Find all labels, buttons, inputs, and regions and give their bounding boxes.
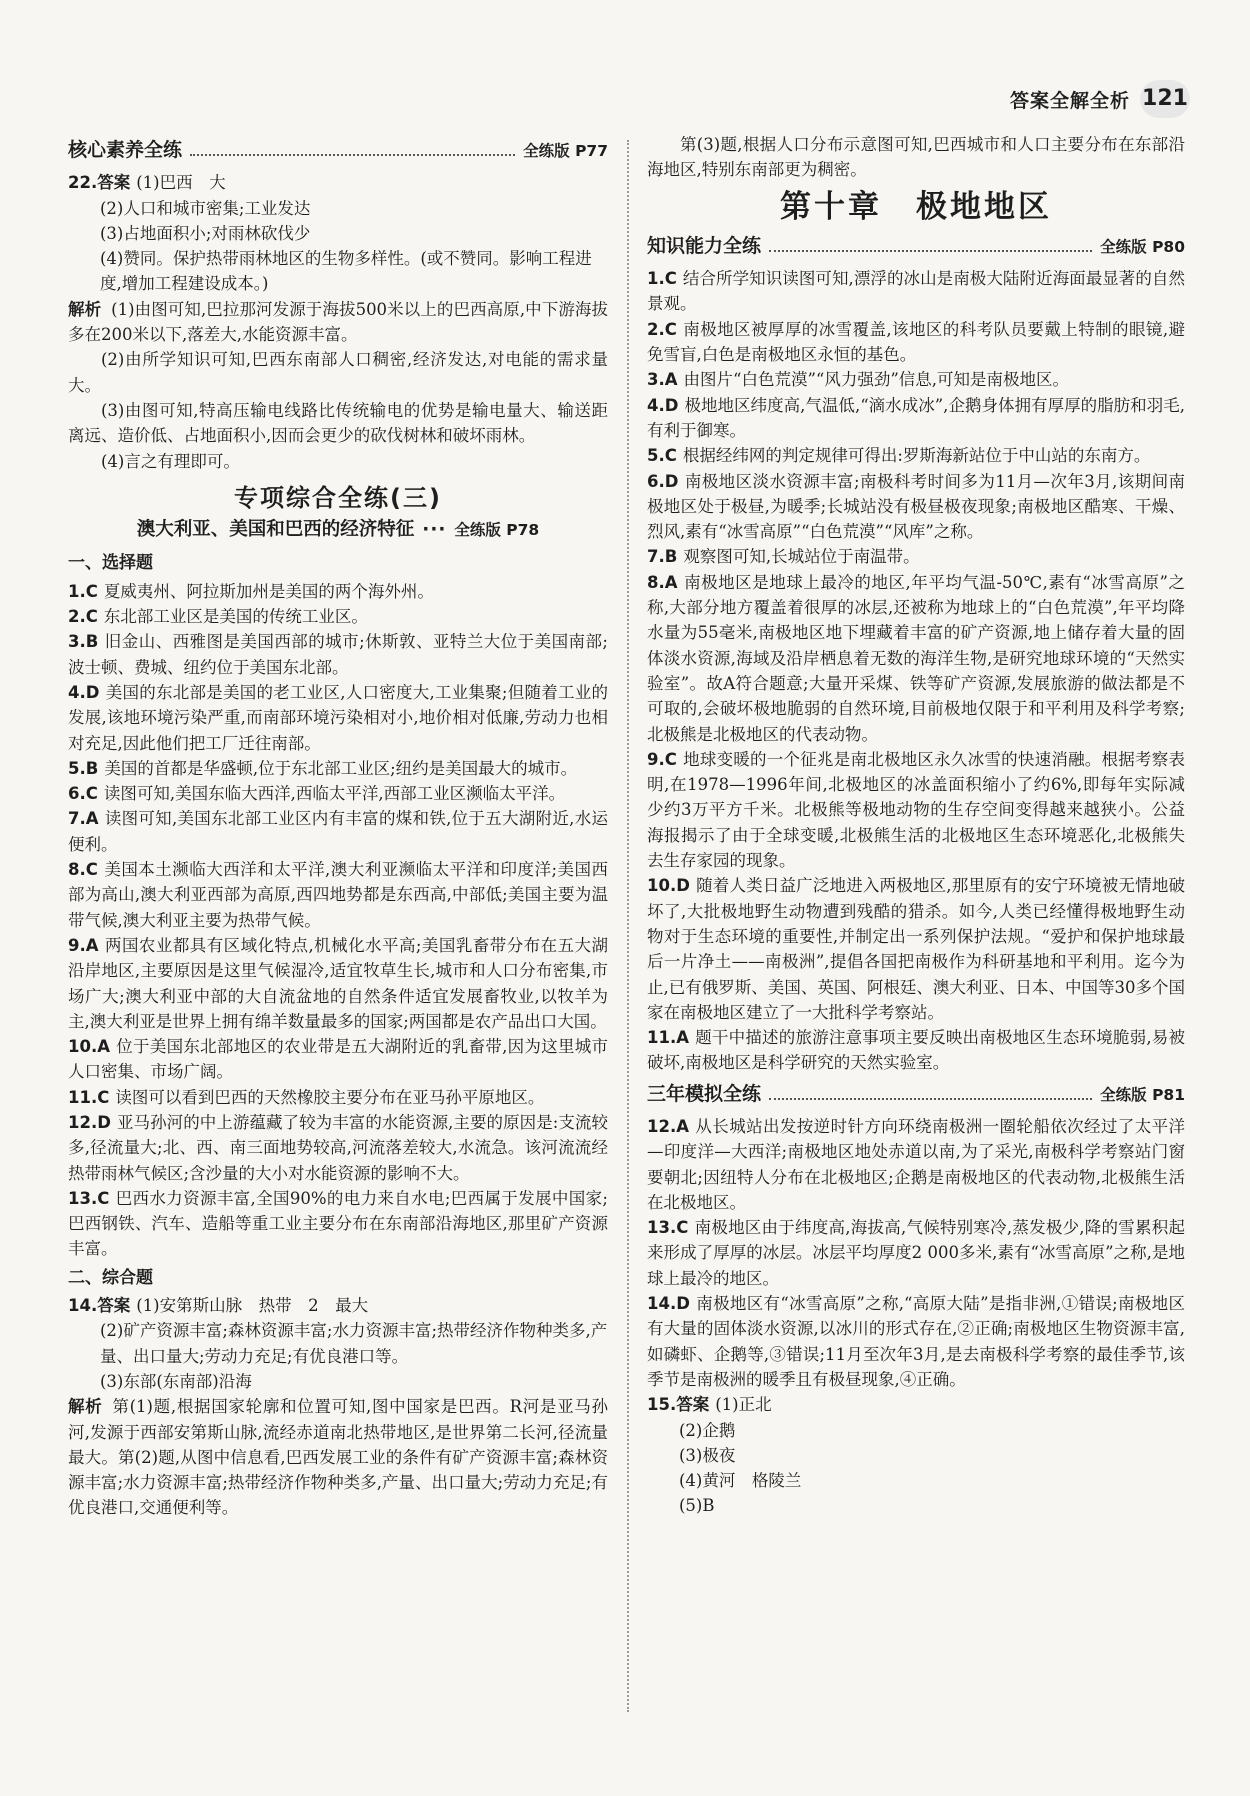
chapter-title: 第十章 极地地区 — [780, 188, 1052, 225]
answer-text: 南极地区有“冰雪高原”之称,“高原大陆”是指非洲,①错误;南极地区有大量的固体淡水资源,以冰川的形式存在,②正确;南极地区生物资源丰富,如磷虾、企鹅等,③错误;11月至次年3月,是去南极科学考察的最佳季节,该季节是南极洲的暖季且有极昼现象,④正确。 — [647, 1294, 1185, 1389]
answer-item — [647, 317, 1185, 368]
section-heading — [647, 1082, 1185, 1108]
answer-text: (1)巴西 大 — [136, 173, 226, 193]
answer-text: 夏威夷州、阿拉斯加州是美国的两个海外州。 — [103, 581, 434, 601]
answer-text: 读图可知,美国东北部工业区内有丰富的煤和铁,位于五大湖附近,水运便利。 — [68, 809, 608, 854]
question-number: 12.D — [68, 1112, 111, 1132]
question-number: 14.D — [647, 1294, 690, 1314]
answer-line: (2)矿产资源丰富;森林资源丰富;水力资源丰富;热带经济作物种类多,产量、出口量大;劳动力充足;有优良港口等。 — [100, 1321, 608, 1366]
answer-text: 美国本土濒临大西洋和太平洋,澳大利亚濒临太平洋和印度洋;美国西部为高山,澳大利亚西部为高原,西四地势都是东西高,中部低;美国主要为温带气候,澳大利亚主要为热带气候。 — [68, 860, 608, 930]
analysis-continuation: 第(3)题,根据人口分布示意图可知,巴西城市和人口主要分布在东部沿海地区,特别东南部更为稠密。 — [647, 135, 1185, 180]
answer-text: 地球变暖的一个征兆是南北极地区永久冰雪的快速消融。根据考察表明,在1978—1996年间,北极地区的冰盖面积缩小了约6%,即每年实际减少约3万平方千米。北极熊等极地动物的生存空间变得越来越狭小。公益海报揭示了由于全球变暖,北极熊生活的北极地区生态环境恶化,北极熊失去生存家园的现象。 — [647, 749, 1185, 871]
answer-item — [647, 469, 1185, 545]
answer-item — [68, 806, 608, 857]
column-divider — [627, 140, 629, 1712]
answer-text: 读图可以看到巴西的天然橡胶主要分布在亚马孙平原地区。 — [115, 1087, 545, 1107]
answer-line: (2)企鹅 — [679, 1420, 736, 1440]
answer-text: 美国的首都是华盛顿,位于东北部工业区;纽约是美国最大的城市。 — [104, 758, 578, 778]
answer-text: 南极地区淡水资源丰富;南极科考时间多为11月—次年3月,该期间南极地区处于极昼,为暖季;长城站没有极昼极夜现象;南极地区酷寒、干燥、烈风,素有“冰雪高原”“白色荒漠”“风库”之称。 — [647, 471, 1185, 542]
question-number: 1.C — [647, 269, 677, 289]
answer-item — [68, 1293, 608, 1318]
question-number: 2.C — [647, 319, 677, 339]
question-number: 6.C — [68, 784, 98, 804]
section-heading — [647, 234, 1185, 260]
answer-text: (1)安第斯山脉 热带 2 最大 — [136, 1296, 369, 1316]
answer-text: 由图片“白色荒漠”“风力强劲”信息,可知是南极地区。 — [683, 370, 1070, 390]
answer-item — [68, 604, 608, 629]
question-number: 2.C — [68, 607, 98, 627]
answer-item — [647, 367, 1185, 392]
answer-text: 旧金山、西雅图是美国西部的城市;休斯敦、亚特兰大位于美国南部;波士顿、费城、纽约位于美国东北部。 — [68, 632, 608, 677]
answer-text: 极地地区纬度高,气温低,“滴水成冰”,企鹅身体拥有厚厚的脂肪和羽毛,有利于御寒。 — [647, 395, 1185, 440]
analysis-paragraph: (2)由所学知识可知,巴西东南部人口稠密,经济发达,对电能的需求量大。 — [68, 350, 608, 395]
section-ref: 全练版 P80 — [1100, 237, 1185, 256]
question-number: 4.D — [647, 395, 679, 415]
analysis-tag: 解析 — [68, 1397, 103, 1417]
header-title: 答案全解全析 — [1009, 89, 1130, 112]
answer-item — [647, 570, 1185, 747]
answer-text: 美国的东北部是美国的老工业区,人口密度大,工业集聚;但随着工业的发展,该地环境污染严重,而南部环境污染相对小,地价相对低廉,劳动力也相对充足,因此他们把工厂迁往南部。 — [68, 682, 608, 753]
question-number: 9.C — [647, 749, 677, 769]
answer-item — [68, 629, 608, 680]
right-column — [647, 132, 1185, 1519]
answer-text: 南极地区被厚厚的冰雪覆盖,该地区的科考队员要戴上特制的眼镜,避免雪盲,白色是南极地区永恒的基色。 — [647, 319, 1185, 365]
answer-line: (5)B — [679, 1496, 715, 1516]
answer-text: 读图可知,美国东临大西洋,西临太平洋,西部工业区濒临太平洋。 — [103, 784, 566, 804]
question-number: 7.A — [68, 809, 99, 829]
answer-item — [647, 266, 1185, 317]
answer-line: (3)东部(东南部)沿海 — [100, 1371, 252, 1391]
question-number: 22.答案 — [68, 173, 131, 193]
question-number: 3.B — [68, 632, 99, 652]
special-title: 专项综合全练(三) — [234, 483, 442, 512]
page-number: 121 — [1140, 80, 1190, 118]
question-number: 10.D — [647, 876, 690, 896]
section-ref: 全练版 P81 — [1100, 1085, 1185, 1104]
answer-text: (1)正北 — [715, 1395, 772, 1415]
answer-item — [68, 857, 608, 933]
answer-item — [647, 1291, 1185, 1392]
question-number: 8.A — [647, 572, 678, 592]
question-number: 9.A — [68, 935, 99, 955]
analysis-paragraph: (4)言之有理即可。 — [101, 451, 240, 471]
answer-line: (4)赞同。保护热带雨林地区的生物多样性。(或不赞同。影响工程进度,增加工程建设成本。) — [100, 249, 592, 294]
question-number: 12.A — [647, 1116, 689, 1136]
analysis-text: (1)由图可知,巴拉那河发源于海拔500米以上的巴西高原,中下游海拔多在200米以下,落差大,水能资源丰富。 — [68, 299, 608, 345]
answer-item — [647, 747, 1185, 873]
answer-item — [68, 1110, 608, 1186]
answer-item — [647, 1215, 1185, 1291]
section-title: 核心素养全练 — [68, 139, 183, 161]
answer-item — [647, 873, 1185, 1025]
answer-item — [68, 781, 608, 806]
answer-item — [68, 579, 608, 604]
question-number: 3.A — [647, 370, 678, 390]
answer-text: 随着人类日益广泛地进入两极地区,那里原有的安宁环境被无情地破坏了,大批极地野生动物遭到残酷的猎杀。如今,人类已经懂得极地野生动物对于生态环境的重要性,并制定出一系列保护法规。“爱护和保护地球最后一片净土——南极洲”,提倡各国把南极作为科研基地和平利用。迄今为止,已有俄罗斯、美国、英国、阿根廷、澳大利亚、日本、中国等30多个国家在南极地区建立了一大批科学考察站。 — [647, 876, 1185, 1022]
question-number: 14.答案 — [68, 1296, 131, 1316]
answer-text: 南极地区是地球上最冷的地区,年平均气温-50℃,素有“冰雪高原”之称,大部分地方覆盖着很厚的冰层,还被称为地球上的“白色荒漠”,年平均降水量为55毫米,南极地区地下埋藏着丰富的矿产资源,地上储存着大量的固体淡水资源,海域及沿岸栖息着无数的海洋生物,是研究地球环境的“天然实验室”。故A符合题意;大量开采煤、铁等矿产资源,发展旅游的做法都是不可取的,会破坏极地脆弱的自然环境,目前极地仅限于和平利用及科学考察;北极熊是北极地区的代表动物。 — [647, 572, 1185, 744]
section-ref: 全练版 P78 — [454, 521, 540, 540]
group-heading: 一、选择题 — [68, 553, 153, 574]
question-number: 15.答案 — [647, 1395, 710, 1415]
answer-text: 结合所学知识读图可知,漂浮的冰山是南极大陆附近海面最显著的自然景观。 — [647, 269, 1185, 314]
answer-item — [647, 1025, 1185, 1076]
analysis-paragraph: (3)由图可知,特高压输电线路比传统输电的优势是输电量大、输送距离远、造价低、占地面积小,因而会更少的砍伐树林和破坏雨林。 — [68, 400, 608, 446]
question-number: 13.C — [68, 1188, 110, 1208]
answer-item — [647, 1392, 1185, 1417]
answer-item — [68, 933, 608, 1034]
question-number: 10.A — [68, 1037, 110, 1057]
answer-line: (3)极夜 — [679, 1445, 736, 1465]
answer-text: 亚马孙河的中上游蕴藏了较为丰富的水能资源,主要的原因是:支流较多,径流量大;北、西、南三面地势较高,河流落差较大,水流急。该河流流经热带雨林气候区;含沙量的大小对水能资源的影响不大。 — [68, 1112, 608, 1183]
left-column — [68, 132, 608, 1521]
question-number: 4.D — [68, 682, 100, 702]
answer-item — [647, 443, 1185, 468]
answer-text: 位于美国东北部地区的农业带是五大湖附近的乳畜带,因为这里城市人口密集、市场广阔。 — [68, 1037, 608, 1082]
answer-item — [647, 544, 1185, 569]
answer-text: 从长城站出发按逆时针方向环绕南极洲一圈轮船依次经过了太平洋—印度洋—大西洋;南极地区地处赤道以南,为了采光,南极科学考察站门窗要朝北;因纽特人分布在北极地区;企鹅是南极地区的代表动物,北极熊生活在北极地区。 — [647, 1116, 1185, 1212]
answer-text: 题干中描述的旅游注意事项主要反映出南极地区生态环境脆弱,易被破坏,南极地区是科学研究的天然实验室。 — [647, 1028, 1185, 1073]
leader-dots: ··· — [422, 519, 447, 541]
answer-item — [68, 1085, 608, 1110]
answer-text: 观察图可知,长城站位于南温带。 — [683, 547, 920, 567]
leader-dots — [769, 250, 1092, 252]
answer-item — [68, 1034, 608, 1085]
question-number: 1.C — [68, 581, 98, 601]
answer-text: 根据经纬网的判定规律可得出:罗斯海新站位于中山站的东南方。 — [682, 446, 1151, 466]
question-number: 13.C — [647, 1218, 689, 1238]
question-number: 5.B — [68, 758, 99, 778]
answer-item — [68, 1186, 608, 1262]
group-heading: 二、综合题 — [68, 1267, 153, 1288]
analysis-tag: 解析 — [68, 299, 102, 319]
answer-text: 东北部工业区是美国的传统工业区。 — [103, 607, 368, 627]
answer-line: (4)黄河 格陵兰 — [679, 1471, 802, 1491]
answer-line: (3)占地面积小;对雨林砍伐少 — [100, 223, 311, 243]
question-number: 11.C — [68, 1087, 110, 1107]
page-header — [1010, 80, 1190, 118]
section-ref: 全练版 P77 — [523, 142, 608, 160]
leader-dots — [190, 154, 515, 156]
answer-text: 两国农业都具有区域化特点,机械化水平高;美国乳畜带分布在五大湖沿岸地区,主要原因是这里气候湿冷,适宜牧草生长,城市和人口分布密集,市场广大;澳大利亚中部的大自流盆地的自然条件适宜发展畜牧业,以牧羊为主,澳大利亚是世界上拥有绵羊数量最多的国家;两国都是农产品出口大国。 — [68, 935, 608, 1031]
section-heading — [68, 138, 608, 164]
answer-item — [68, 680, 608, 756]
analysis-item — [68, 1394, 608, 1520]
question-number: 7.B — [647, 547, 678, 567]
leader-dots — [769, 1098, 1092, 1100]
answer-item — [68, 756, 608, 781]
analysis-item — [68, 297, 608, 348]
section-title: 知识能力全练 — [647, 234, 762, 257]
special-subheading — [68, 517, 608, 543]
section-title: 三年模拟全练 — [647, 1082, 762, 1105]
answer-text: 南极地区由于纬度高,海拔高,气候特别寒冷,蒸发极少,降的雪累积起来形成了厚厚的冰层。冰层平均厚度2 000多米,素有“冰雪高原”之称,是地球上最冷的地区。 — [647, 1218, 1185, 1288]
analysis-text: 第(1)题,根据国家轮廓和位置可知,图中国家是巴西。R河是亚马孙河,发源于西部安第斯山脉,流经赤道南北热带地区,是世界第二长河,径流量最大。第(2)题,从图中信息看,巴西发展工业的条件有矿产资源丰富;森林资源丰富;水力资源丰富;热带经济作物种类多,产量、出口量大;劳动力充足;有优良港口,交通便利等。 — [68, 1397, 608, 1518]
answer-item — [68, 170, 608, 195]
answer-text: 巴西水力资源丰富,全国90%的电力来自水电;巴西属于发展中国家;巴西钢铁、汽车、造船等重工业主要分布在东南部沿海地区,那里矿产资源丰富。 — [68, 1188, 608, 1259]
question-number: 8.C — [68, 860, 98, 880]
answer-item — [647, 393, 1185, 444]
answer-line: (2)人口和城市密集;工业发达 — [100, 198, 311, 218]
subheading-title: 澳大利亚、美国和巴西的经济特征 — [136, 519, 415, 541]
question-number: 6.D — [647, 471, 679, 491]
question-number: 5.C — [647, 446, 677, 466]
question-number: 11.A — [647, 1028, 689, 1048]
answer-item — [647, 1114, 1185, 1215]
